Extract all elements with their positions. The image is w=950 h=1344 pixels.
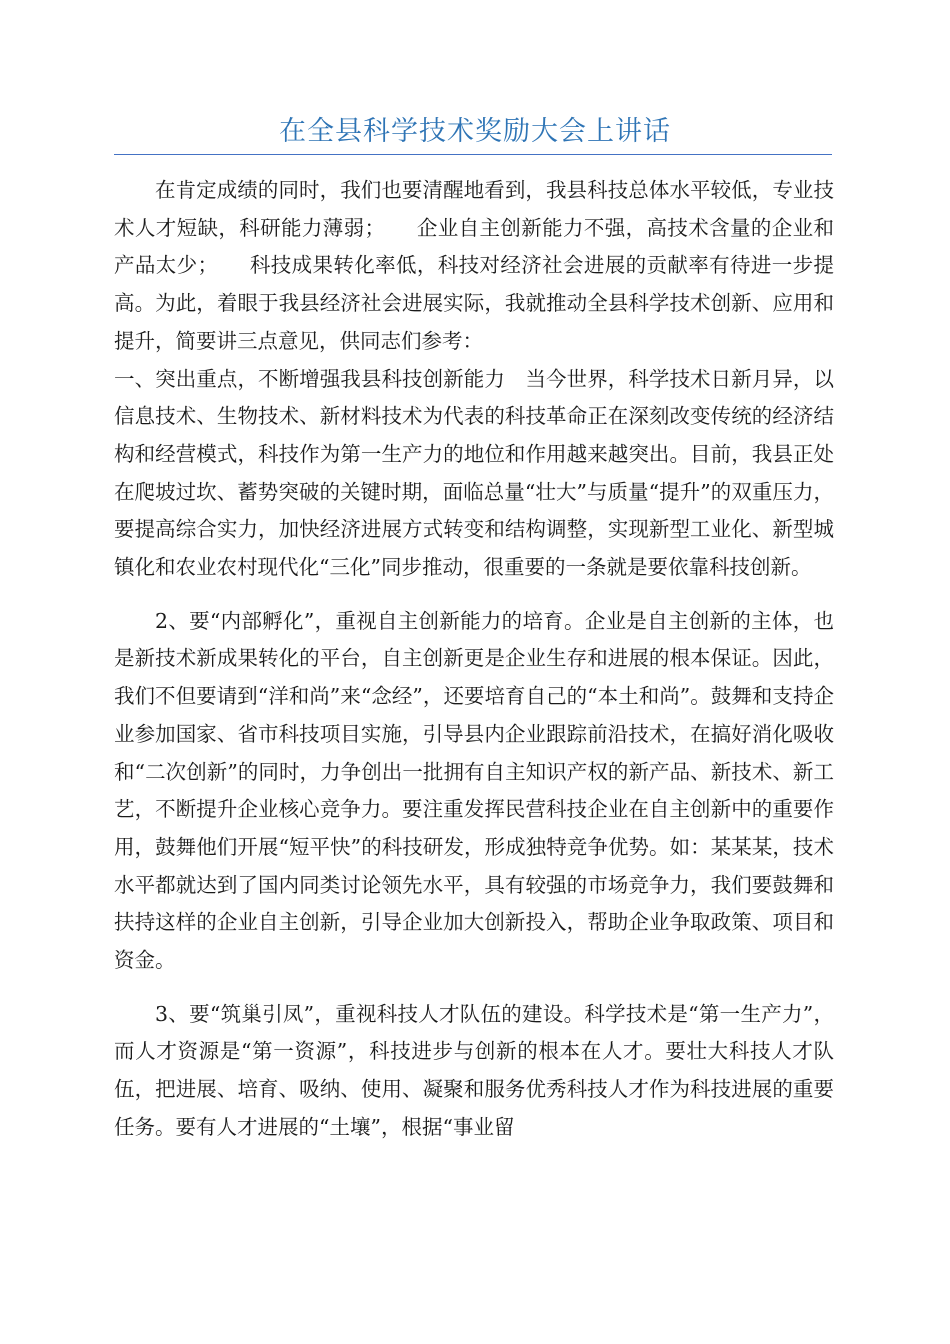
paragraph-point-two: 2、要“内部孵化”，重视自主创新能力的培育。企业是自主创新的主体，也是新技术新成果转化的平台，自主创新更是企业生存和进展的根本保证。因此，我们不但要请到“洋和尚”来“念经”，还要培育自己的“本土和尚”。鼓舞和支持企业参加国家、省市科技项目实施，引导县内企业跟踪前沿技术，在搞好消化吸收和“二次创新”的同时，力争创出一批拥有自主知识产权的新产品、新技术、新工艺，不断提升企业核心竞争力。要注重发挥民营科技企业在自主创新中的重要作用，鼓舞他们开展“短平快”的科技研发，形成独特竞争优势。如：某某某，技术水平都就达到了国内同类讨论领先水平，具有较强的市场竞争力，我们要鼓舞和扶持这样的企业自主创新，引导企业加大创新投入，帮助企业争取政策、项目和资金。: [114, 608, 834, 973]
document-body: [114, 172, 834, 1147]
paragraph-intro: 在肯定成绩的同时，我们也要清醒地看到，我县科技总体水平较低，专业技术人才短缺，科研能力薄弱； 企业自主创新能力不强，高技术含量的企业和产品太少； 科技成果转化率低，科技对经济社会进展的贡献率有待进一步提高。为此，着眼于我县经济社会进展实际，我就推动全县科学技术创新、应用和提升，简要讲三点意见，供同志们参考：: [114, 178, 834, 353]
document-title: 在全县科学技术奖励大会上讲话: [279, 116, 671, 147]
paragraph-section-one: 一、突出重点，不断增强我县科技创新能力 当今世界，科学技术日新月异，以信息技术、生物技术、新材料技术为代表的科技革命正在深刻改变传统的经济结构和经营模式，科技作为第一生产力的地位和作用越来越突出。目前，我县正处在爬坡过坎、蓄势突破的关键时期，面临总量“壮大”与质量“提升”的双重压力，要提高综合实力，加快经济进展方式转变和结构调整，实现新型工业化、新型城镇化和农业农村现代化“三化”同步推动，很重要的一条就是要依靠科技创新。: [114, 366, 834, 580]
title-underline: [114, 154, 832, 155]
paragraph-point-three: 3、要“筑巢引凤”，重视科技人才队伍的建设。科学技术是“第一生产力”，而人才资源是“第一资源”，科技进步与创新的根本在人才。要壮大科技人才队伍，把进展、培育、吸纳、使用、凝聚和服务优秀科技人才作为科技进展的重要任务。要有人才进展的“土壤”，根据“事业留: [114, 1001, 834, 1139]
